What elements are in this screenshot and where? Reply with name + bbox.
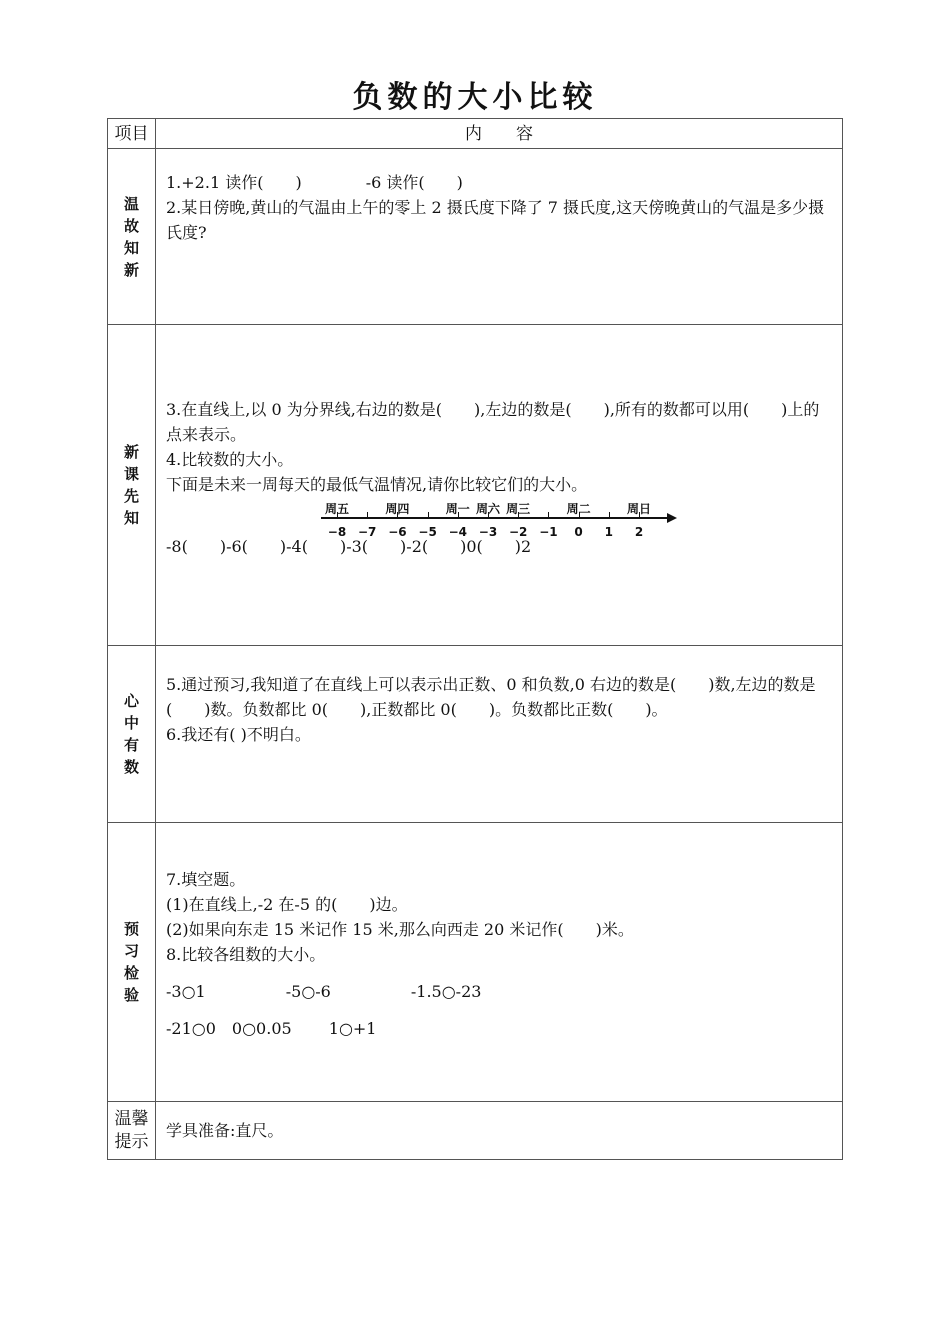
number-line-day-label: 周四 [385, 502, 410, 516]
compare-row-1: -3○1 -5○-6 -1.5○-23 [166, 982, 482, 1001]
header-row [108, 119, 843, 149]
section-check [108, 823, 843, 1102]
question-2: 2.某日傍晚,黄山的气温由上午的零上 2 摄氏度下降了 7 摄氏度,这天傍晚黄山的气温是多少摄氏度? [166, 198, 825, 242]
question-4: 4.比较数的大小。 [166, 450, 294, 469]
number-line-arrow-icon [667, 513, 677, 523]
number-line-tick-label: 1 [604, 525, 613, 539]
number-line-tick [367, 512, 368, 518]
number-line-day-label: 周六 [475, 502, 501, 516]
section-mind [108, 646, 843, 823]
number-line-tick-label: −6 [388, 525, 407, 539]
section-label-tip: 温馨 提示 [108, 1102, 156, 1160]
number-line-tick-label: 0 [574, 525, 583, 539]
section-content-review [156, 149, 843, 325]
number-line-tick-label: −2 [508, 525, 528, 539]
worksheet-table [107, 118, 843, 1160]
tip-text: 学具准备:直尺。 [166, 1121, 284, 1140]
header-content: 内 容 [156, 119, 843, 149]
number-line-tick [609, 512, 610, 518]
section-content-new-lesson [156, 325, 843, 646]
question-7-2: (2)如果向东走 15 米记作 15 米,那么向西走 20 米记作( )米。 [166, 920, 634, 939]
number-line-tick-label: −7 [357, 525, 377, 539]
question-7: 7.填空题。 [166, 870, 246, 889]
question-8: 8.比较各组数的大小。 [166, 945, 326, 964]
section-tip [108, 1102, 843, 1160]
section-content-tip [156, 1102, 843, 1160]
number-line-day-label: 周一 [445, 502, 470, 516]
temperature-number-line [321, 497, 681, 537]
compare-row-2: -21○0 0○0.05 1○+1 [166, 1019, 377, 1038]
number-line-tick-label: −4 [448, 525, 467, 539]
section-content-mind [156, 646, 843, 823]
section-label-mind: 心 中 有 数 [108, 646, 156, 823]
number-line-tick-label: −3 [478, 525, 498, 539]
number-line-day-label: 周二 [566, 502, 591, 516]
question-4-desc: 下面是未来一周每天的最低气温情况,请你比较它们的大小。 [166, 475, 588, 494]
section-label-review: 温 故 知 新 [108, 149, 156, 325]
header-item: 项目 [108, 119, 156, 149]
section-review [108, 149, 843, 325]
compare-sequence: -8( )-6( )-4( )-3( )-2( )0( )2 [166, 537, 532, 556]
number-line-tick [428, 512, 429, 518]
number-line-tick-label: 2 [634, 525, 644, 539]
section-content-check [156, 823, 843, 1102]
section-label-new-lesson: 新 课 先 知 [108, 325, 156, 646]
question-6: 6.我还有( )不明白。 [166, 725, 311, 744]
number-line-day-label: 周三 [506, 502, 531, 516]
number-line-tick-label: −5 [418, 525, 437, 539]
number-line-tick [548, 512, 549, 518]
number-line-day-label: 周日 [626, 502, 652, 516]
section-label-check: 预 习 检 验 [108, 823, 156, 1102]
question-1: 1.+2.1 读作( ) -6 读作( ) [166, 173, 463, 192]
question-7-1: (1)在直线上,-2 在-5 的( )边。 [166, 895, 408, 914]
number-line-tick-label: −1 [539, 525, 558, 539]
section-new-lesson [108, 325, 843, 646]
question-3: 3.在直线上,以 0 为分界线,右边的数是( ),左边的数是( ),所有的数都可以用( )上的点来表示。 [166, 400, 820, 444]
number-line-tick-label: −8 [327, 525, 347, 539]
page-title: 负数的大小比较 [352, 80, 598, 115]
number-line-day-label: 周五 [324, 502, 350, 516]
question-5: 5.通过预习,我知道了在直线上可以表示出正数、0 和负数,0 右边的数是( )数,左边的数是( )数。负数都比 0( ),正数都比 0( )。负数都比正数( )。 [166, 675, 816, 719]
